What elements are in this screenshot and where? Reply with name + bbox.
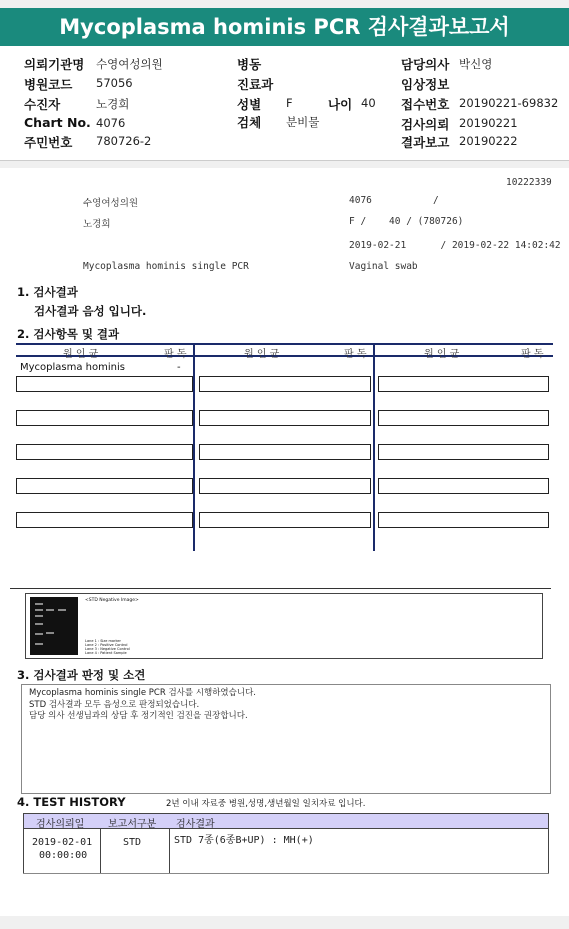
- report-dates: 2019-02-21 / 2019-02-22 14:02:42: [349, 240, 561, 251]
- result-row-pathogen: Mycoplasma hominis: [20, 362, 125, 373]
- patient-value: 노경희: [96, 97, 130, 111]
- grid-divider-1: [193, 343, 195, 551]
- history-time: 00:00:00: [39, 850, 88, 861]
- section4-title: 4. TEST HISTORY: [17, 795, 126, 809]
- clinical-info-label: 임상정보: [401, 77, 450, 92]
- grid-cell: [378, 512, 549, 528]
- ssn-label: 주민번호: [24, 135, 73, 150]
- gel-image-box: [25, 593, 543, 659]
- report-body: [0, 168, 569, 916]
- request-date-value: 20190221: [459, 116, 518, 130]
- chart-value: 4076: [96, 116, 126, 130]
- grid-cell: [199, 444, 371, 460]
- report-sex-age: F / 40 / (780726): [349, 216, 464, 227]
- gel-electrophoresis-image: [30, 597, 78, 655]
- grid-cell: [16, 376, 193, 392]
- report-code: 10222339: [506, 177, 552, 188]
- gel-legend-2: Lane 2 : Positive Control: [85, 643, 128, 647]
- receipt-no-label: 접수번호: [401, 97, 450, 112]
- grid-cell: [16, 512, 193, 528]
- age-value: 40: [361, 96, 376, 110]
- section4-note: 2년 이내 자료중 병원,성명,생년월일 일치자료 입니다.: [166, 799, 366, 809]
- doctor-label: 담당의사: [401, 57, 450, 72]
- grid-cell: [378, 376, 549, 392]
- col-pathogen-2: 원 인 균: [244, 349, 280, 360]
- col-judgement-3: 판 독: [521, 349, 544, 360]
- report-date-label: 결과보고: [401, 135, 450, 150]
- col-judgement-2: 판 독: [344, 349, 367, 360]
- results-grid-header: [16, 343, 553, 360]
- institution-label: 의뢰기관명: [24, 57, 85, 72]
- receipt-no-value: 20190221-69832: [459, 96, 559, 110]
- grid-divider-2: [373, 343, 375, 551]
- hospital-code-value: 57056: [96, 76, 133, 90]
- history-col-type: 보고서구분: [108, 819, 157, 830]
- history-result: STD 7종(6종B+UP) : MH(+): [174, 835, 314, 846]
- result-row-judgement: -: [177, 362, 181, 373]
- chart-label: Chart No.: [24, 115, 91, 130]
- grid-cell: [199, 512, 371, 528]
- report-test-name: Mycoplasma hominis single PCR: [83, 261, 249, 272]
- gel-legend-3: Lane 3 : Negative Control: [85, 647, 130, 651]
- section1-text: 검사결과 음성 입니다.: [34, 304, 147, 318]
- history-row: [23, 829, 549, 874]
- opinion-line-2: STD 검사결과 모두 음성으로 판정되었습니다.: [29, 699, 200, 710]
- grid-cell: [199, 410, 371, 426]
- gel-title: <STD Negative Image>: [85, 598, 139, 603]
- sex-value: F: [286, 96, 293, 110]
- history-type: STD: [123, 837, 142, 848]
- report-specimen: Vaginal swab: [349, 261, 418, 272]
- grid-cell: [16, 410, 193, 426]
- report-date-value: 20190222: [459, 134, 518, 148]
- grid-cell: [378, 444, 549, 460]
- dept-label: 진료과: [237, 77, 274, 92]
- grid-cell: [16, 478, 193, 494]
- patient-info-panel: [0, 46, 569, 161]
- report-slash: /: [433, 195, 439, 206]
- section2-title: 2. 검사항목 및 결과: [17, 327, 120, 341]
- request-date-label: 검사의뢰: [401, 117, 450, 132]
- opinion-line-1: Mycoplasma hominis single PCR 검사를 시행하였습니다.: [29, 688, 256, 698]
- history-date: 2019-02-01: [32, 837, 93, 848]
- specimen-label: 검체: [237, 115, 262, 130]
- grid-cell: [199, 376, 371, 392]
- history-header: [23, 813, 549, 829]
- ward-label: 병동: [237, 57, 262, 72]
- col-judgement-1: 판 독: [164, 349, 187, 360]
- history-col-result: 검사결과: [176, 819, 215, 830]
- age-label: 나이: [328, 97, 353, 112]
- doctor-value: 박신영: [459, 57, 493, 71]
- report-clinic: 수영여성의원: [83, 198, 139, 209]
- section-divider: [10, 588, 551, 589]
- sex-label: 성별: [237, 97, 262, 112]
- hospital-code-label: 병원코드: [24, 77, 73, 92]
- section1-title: 1. 검사결과: [17, 285, 78, 299]
- gel-legend-1: Lane 1 : Size marker: [85, 639, 121, 643]
- col-pathogen-3: 원 인 균: [424, 349, 460, 360]
- patient-label: 수진자: [24, 97, 61, 112]
- opinion-line-3: 담당 의사 선생님과의 상담 후 정기적인 검진을 권장합니다.: [29, 711, 248, 721]
- opinion-box: [21, 684, 551, 794]
- report-patient: 노경희: [83, 219, 111, 230]
- grid-cell: [16, 444, 193, 460]
- grid-cell: [378, 410, 549, 426]
- report-title: Mycoplasma hominis PCR 검사결과보고서: [0, 8, 569, 46]
- history-bottom-rule: [23, 873, 549, 874]
- institution-value: 수영여성의원: [96, 57, 163, 71]
- grid-cell: [199, 478, 371, 494]
- ssn-value: 780726-2: [96, 134, 152, 148]
- history-col-date: 검사의뢰일: [36, 819, 85, 830]
- gel-legend-4: Lane 4 : Patient Sample: [85, 651, 127, 655]
- report-chart: 4076: [349, 195, 372, 206]
- section3-title: 3. 검사결과 판정 및 소견: [17, 668, 146, 682]
- grid-cell: [378, 478, 549, 494]
- specimen-value: 분비물: [286, 115, 320, 129]
- col-pathogen-1: 원 인 균: [63, 349, 99, 360]
